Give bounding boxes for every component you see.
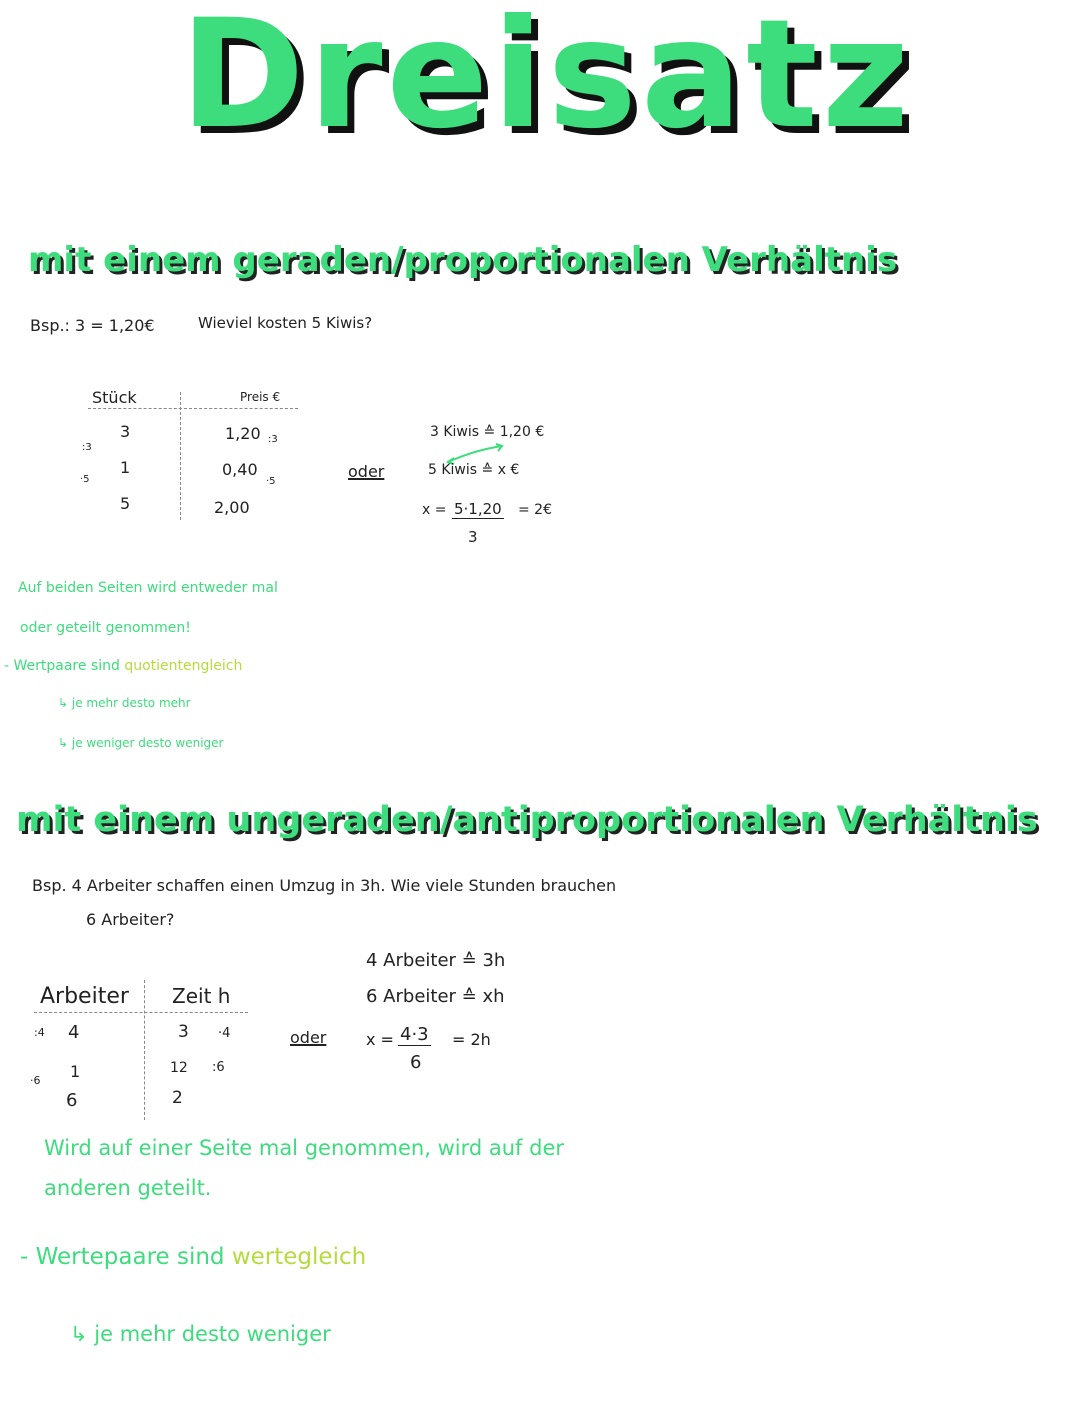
table2-left-op: :4: [34, 1026, 45, 1039]
alt1-line1: 3 Kiwis ≙ 1,20 €: [430, 424, 545, 440]
table1-col2-value: 1,20: [225, 424, 261, 443]
table1-col2-header: Preis €: [240, 390, 281, 404]
alt2-result: = 2h: [452, 1030, 491, 1049]
section2-example-line2: 6 Arbeiter?: [86, 910, 175, 929]
table1-col1-value: 1: [120, 458, 131, 477]
section2-note2: anderen geteilt.: [44, 1176, 212, 1200]
table2-col2-value: 12: [170, 1060, 188, 1076]
section1-note3: [4, 658, 242, 674]
section1-note1: Auf beiden Seiten wird entweder mal: [18, 580, 278, 596]
table2-col2-value: 2: [172, 1088, 183, 1108]
table1-col2-value: 2,00: [214, 498, 250, 517]
table1-col1-value: 5: [120, 494, 131, 513]
section1-note2: oder geteilt genommen!: [20, 620, 191, 636]
table1-col1-header: Stück: [92, 388, 137, 407]
alt2-line2: 6 Arbeiter ≙ xh: [366, 986, 505, 1007]
table1-left-op: ·5: [80, 474, 90, 485]
table1-col1-value: 3: [120, 422, 131, 441]
alt1-line2: 5 Kiwis ≙ x €: [428, 462, 520, 478]
section2-heading: mit einem ungeraden/antiproportionalen Verhältnis: [16, 800, 1038, 840]
alt2-denominator: 6: [410, 1052, 422, 1073]
table2-col1-value: 4: [68, 1022, 80, 1043]
section1-note3-highlight: quotientengleich: [124, 658, 243, 674]
page-title: Dreisatz: [180, 0, 914, 162]
alt2-numerator: 4·3: [400, 1024, 429, 1045]
section1-arrow2: ↳ je weniger desto weniger: [58, 736, 224, 750]
table2-right-op: :6: [212, 1060, 225, 1075]
section1-note3-prefix: - Wertpaare sind: [4, 658, 120, 674]
alt1-denominator: 3: [468, 528, 478, 546]
alt2-line1: 4 Arbeiter ≙ 3h: [366, 950, 506, 971]
table1-right-op: ·5: [266, 476, 276, 487]
alt2-x: x =: [366, 1030, 394, 1049]
section2-example-line1: Bsp. 4 Arbeiter schaffen einen Umzug in 3h. Wie viele Stunden brauchen: [32, 876, 617, 895]
table2-col1-value: 1: [70, 1062, 81, 1081]
alt1-result: = 2€: [518, 502, 552, 518]
table2-col2-value: 3: [178, 1022, 189, 1042]
section1-example: Bsp.: 3 = 1,20€: [30, 316, 155, 335]
section1-question: Wieviel kosten 5 Kiwis?: [198, 314, 373, 332]
table1-col2-value: 0,40: [222, 460, 258, 479]
table2-left-op: ·6: [30, 1074, 41, 1087]
section2-arrow1: ↳ je mehr desto weniger: [70, 1322, 331, 1346]
table2-col1-value: 6: [66, 1090, 78, 1111]
table2-right-op: ·4: [218, 1026, 231, 1041]
section2-note3-prefix: - Wertepaare sind: [20, 1244, 225, 1270]
oder-label: oder: [348, 462, 385, 481]
section1-heading: mit einem geraden/proportionalen Verhältnis: [28, 240, 898, 280]
table1-right-op: :3: [268, 434, 278, 445]
section2-note1: Wird auf einer Seite mal genommen, wird auf der: [44, 1136, 565, 1160]
oder-label: oder: [290, 1028, 327, 1047]
alt1-x: x =: [422, 502, 447, 518]
section2-note3: [20, 1244, 366, 1270]
section2-note3-highlight: wertegleich: [231, 1244, 367, 1270]
table2-col2-header: Zeit h: [172, 984, 231, 1008]
table1-left-op: :3: [82, 442, 92, 453]
section1-arrow1: ↳ je mehr desto mehr: [58, 696, 191, 710]
table2-col1-header: Arbeiter: [40, 984, 129, 1009]
alt1-numerator: 5·1,20: [454, 500, 502, 518]
